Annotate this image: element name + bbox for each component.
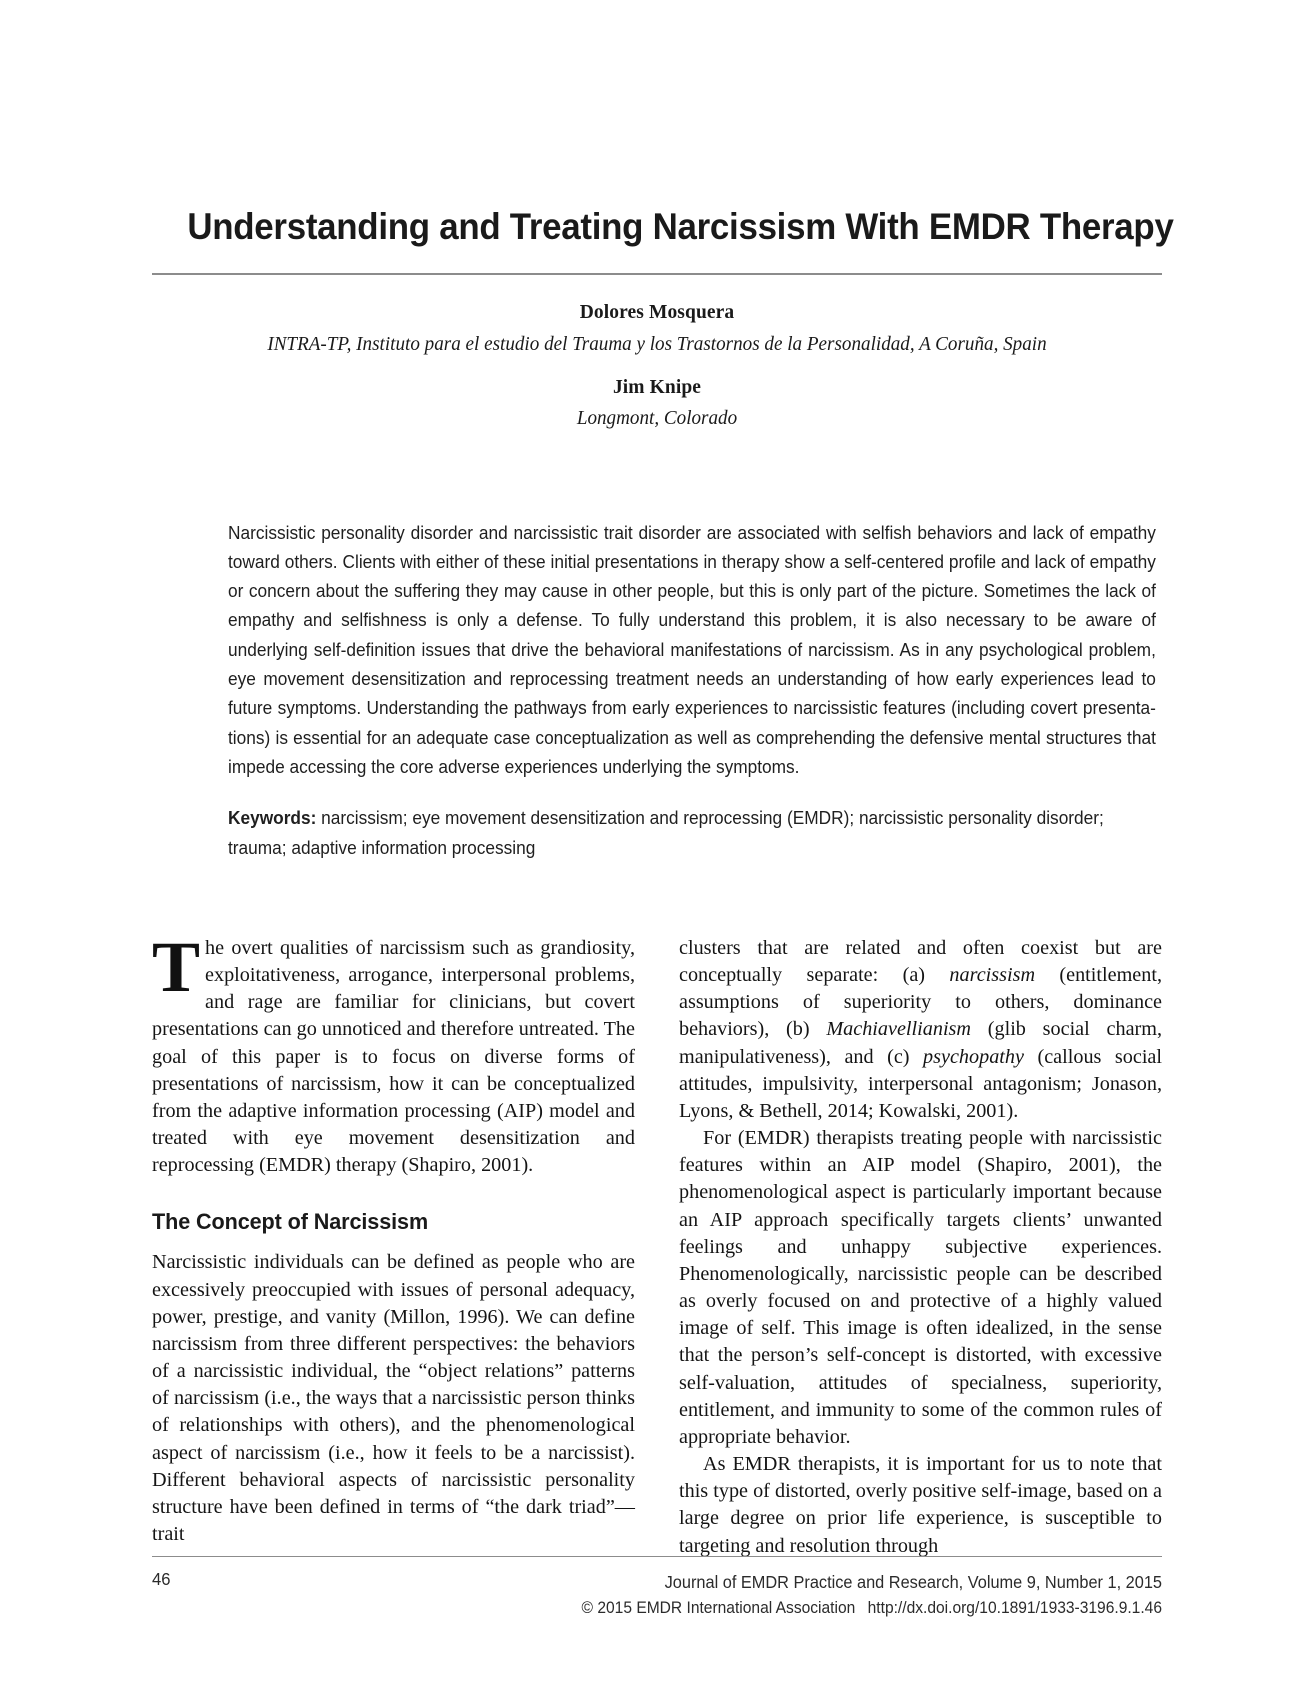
author-name-1: Dolores Mosquera [579,302,735,324]
right-column [679,935,1162,1555]
footer-copyright-doi [317,1596,1163,1621]
right-p1-mid-2: (glib social charm, manipulativeness), and (c) [679,1018,1163,1068]
body-columns [152,926,1163,1557]
right-p1-post: (callous social attitudes, impulsivity, interpersonal antagonism; Jonason, Lyons, & Bethell, 2014; Kowalski, 2001). [679,1045,1162,1122]
author-name-2: Jim Knipe [612,376,702,398]
footer-row [152,1569,1162,1621]
author-affiliation-1: INTRA-TP, Instituto para el estudio del Trauma y los Trastornos de la Personalidad, A Coruña, Spain [267,333,1047,355]
keywords-text: narcissism; eye movement desensitization and reprocessing (EMDR); narcissistic personality disorder; trauma; adaptive information processing [228,808,1104,858]
doi-link[interactable]: http://dx.doi.org/10.1891/1933-3196.9.1.46 [867,1598,1162,1617]
page-title: Understanding and Treating Narcissism With EMDR Therapy [187,205,1174,248]
author-affiliation-2: Longmont, Colorado [576,408,738,430]
page-footer [152,1556,1162,1621]
right-p1-mid-1: (entitlement, assumptions of superiority to others, dominance behaviors), (b) [679,964,1162,1041]
keywords-label: Keywords: [228,808,317,829]
left-paragraph-1: The overt qualities of narcissism such as grandiosity, exploitativeness, arrogance, interpersonal problems, and rage are familiar for clinicians, but covert presentations can go unnoticed and therefore untreated. The goal of this paper is to focus on diverse forms of presentations of narcissism, how it can be conceptualized from the adaptive information processing (AIP) model and treated with eye movement desensitization and reprocessing (EMDR) therapy (Shapiro, 2001). [152,926,635,1177]
footer-divider [152,1556,1162,1557]
left-paragraph-2: Narcissistic individuals can be defined as people who are excessively preoccupied with issues of personal adequacy, power, prestige, and vanity (Millon, 1996). We can define narcissism from three different perspectives: the behaviors of a narcissistic individual, the “object relations” patterns of narcissism (i.e., the ways that a narcissistic person thinks of relationships with others), and the phenomenological aspect of narcissism (i.e., how it feels to be a narcissist). Different behavioral aspects of narcissistic personality structure have been defined in terms of “the dark triad”—trait [152,1251,635,1546]
section-heading-concept-of-narcissism: The Concept of Narcissism [152,1209,429,1235]
footer-journal-info [317,1569,1163,1621]
page-number: 46 [152,1569,171,1589]
journal-citation: Journal of EMDR Practice and Research, Volume 9, Number 1, 2015 [664,1572,1162,1592]
title-divider [152,273,1162,275]
copyright-text: © 2015 EMDR International Association [581,1598,856,1617]
right-paragraph-1 [679,935,1162,1125]
keywords-line [228,804,1156,863]
term-machiavellianism: Machiavellianism [826,1018,971,1041]
page-content [152,0,1174,1688]
right-paragraph-2: For (EMDR) therapists treating people with narcissistic features within an AIP model (Shapiro, 2001), the phenomenological aspect is particularly important because an AIP approach specifically targets clients’ unwanted feelings and unhappy subjective experiences. Phenomenologically, narcissistic people can be described as overly focused on and protective of a highly valued image of self. This image is often idealized, in the sense that the person’s self-concept is distorted, with excessive self-valuation, attitudes of specialness, superiority, entitlement, and immunity to some of the common rules of appropriate behavior. [679,1127,1162,1448]
abstract-section [152,519,1162,863]
right-paragraph-3: As EMDR therapists, it is important for us to note that this type of distorted, overly positive self-image, based on a large degree on prior life experience, is susceptible to targeting and resolution through [679,1453,1162,1557]
left-column [152,926,635,1555]
term-psychopathy: psychopathy [923,1045,1024,1068]
abstract-text: Narcissistic personality disorder and narcissistic trait disorder are associated with selfish behaviors and lack of empathy toward others. Clients with either of these initial presentations in therapy show a self-centered profile and lack of empathy or concern about the suffering they may cause in other people, but this is only part of the picture. Sometimes the lack of empathy and selfishness is only a defense. To fully understand this problem, it is also necessary to be aware of underlying self-definition issues that drive the behavioral manifestations of narcissism. As in any psychological problem, eye movement desensitization and reprocessing treatment needs an understanding of how early experiences lead to future symptoms. Understanding the pathways from early experiences to narcissistic features (including covert presenta-tions) is essential for an adequate case conceptualization as well as comprehending the defensive mental structures that impede accessing the core adverse experiences underlying the symptoms. [228,522,1156,777]
right-p1-pre: clusters that are related and often coexist but are conceptually separate: (a) [679,936,1162,987]
term-narcissism: narcissism [949,964,1036,987]
author-spacer [152,358,1162,375]
authors-block [152,300,1162,432]
